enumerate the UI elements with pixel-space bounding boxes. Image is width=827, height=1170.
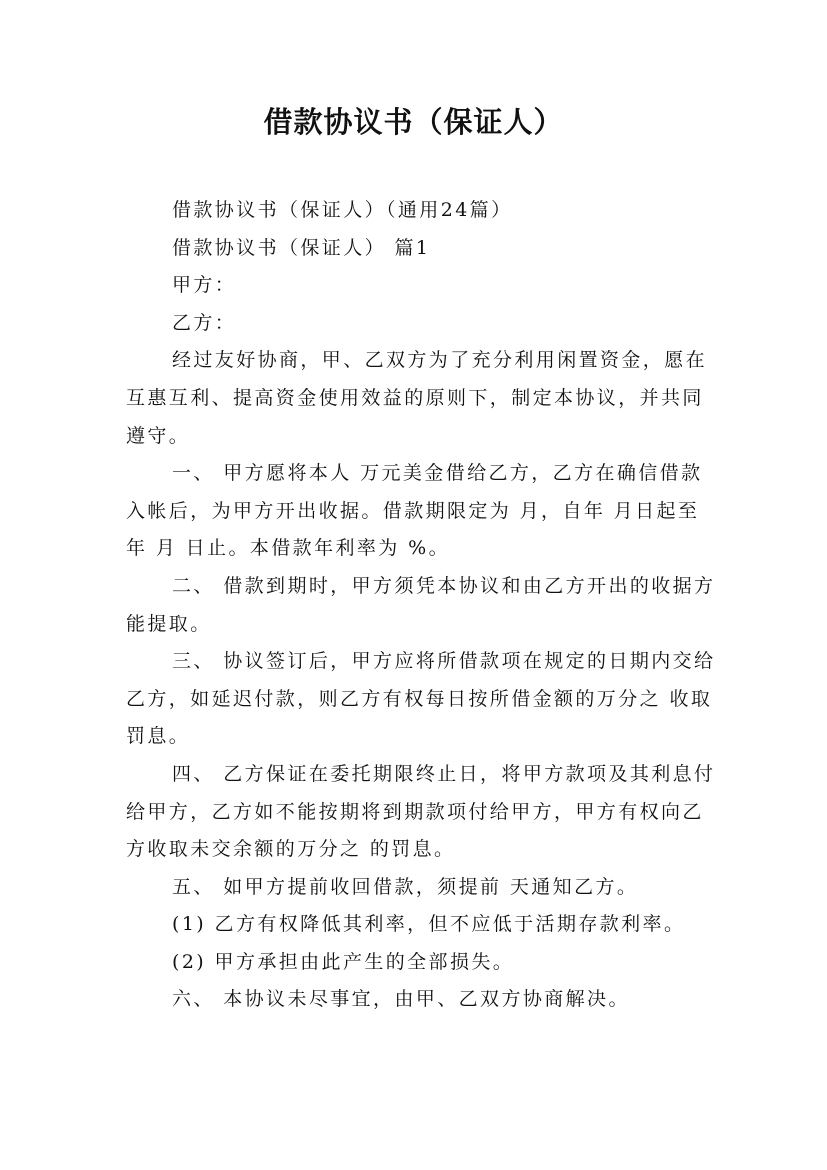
paragraph-collection-title: 借款协议书（保证人）（通用24篇） xyxy=(172,199,513,221)
paragraph-chapter-heading: 借款协议书（保证人） 篇1 xyxy=(172,236,431,259)
paragraph-clause-1: 一、 甲方愿将本人 万元美金借给乙方，乙方在确信借款入帐后，为甲方开出收据。借款期限定为 月，自年 月日起至 年 月 日止。本借款年利率为 %。 xyxy=(126,462,703,560)
paragraph-clause-3: 三、 协议签订后，甲方应将所借款项在规定的日期内交给乙方，如延迟付款，则乙方有权每日按所借金额的万分之 收取罚息。 xyxy=(126,650,716,748)
document-title: 借款协议书（保证人） xyxy=(263,105,564,139)
paragraph-clause-5: 五、 如甲方提前收回借款，须提前 天通知乙方。 xyxy=(172,875,639,898)
paragraph-party-b: 乙方： xyxy=(172,311,237,334)
paragraph-preamble: 经过友好协商，甲、乙双方为了充分利用闲置资金，愿在互惠互利、提高资金使用效益的原则下，制定本协议，并共同遵守。 xyxy=(126,349,708,447)
paragraph-clause-5-item-1: (1) 乙方有权降低其利率，但不应低于活期存款利率。 xyxy=(172,913,686,936)
paragraph-clause-2: 二、 借款到期时，甲方须凭本协议和由乙方开出的收据方能提取。 xyxy=(126,574,716,635)
paragraph-clause-6: 六、 本协议未尽事宜，由甲、乙双方协商解决。 xyxy=(172,988,630,1011)
document-body xyxy=(126,192,718,1019)
paragraph-party-a: 甲方： xyxy=(172,274,237,297)
paragraph-clause-5-item-2: (2) 甲方承担由此产生的全部损失。 xyxy=(172,950,515,973)
paragraph-clause-4: 四、 乙方保证在委托期限终止日，将甲方款项及其利息付给甲方，乙方如不能按期将到期款项付给甲方，甲方有权向乙方收取未交余额的万分之 的罚息。 xyxy=(126,762,716,861)
